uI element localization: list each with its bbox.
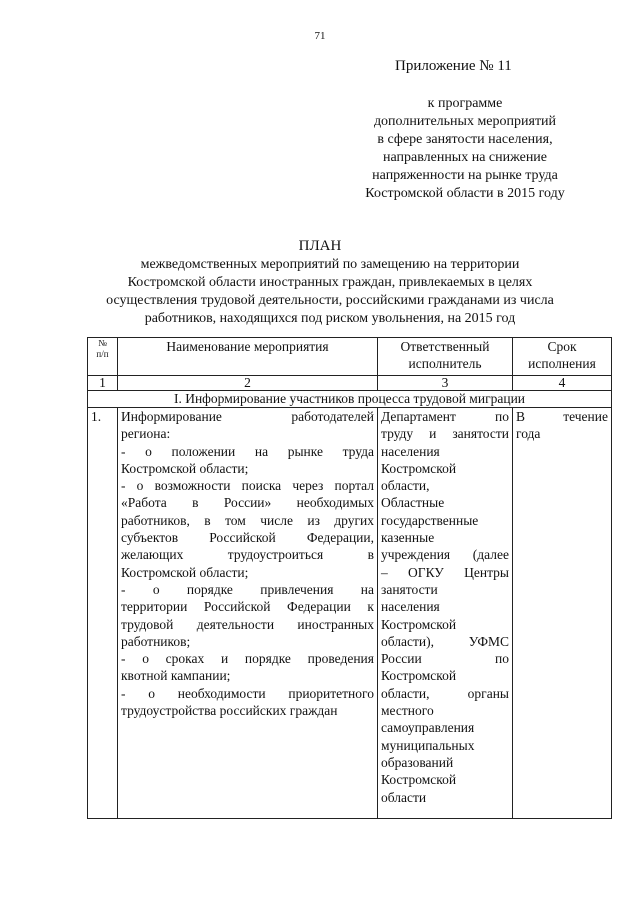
term-line: года [516,426,541,442]
header-responsible [378,338,513,376]
activity-line: Информирование работодателей [121,409,374,424]
program-reference-line: Костромской области в 2015 году [365,186,565,201]
activity-line: - о порядке привлечения на [121,581,374,597]
program-reference-line: к программе [427,96,503,111]
responsible-line: образований [381,754,454,770]
plan-subtitle-line: работников, находящихся под риском увольнения, на 2015 год [144,311,516,326]
responsible-line: области), УФМС [381,633,509,649]
responsible-line: местного [381,703,434,719]
column-index: 2 [118,376,378,391]
activity-line: - о необходимости приоритетного [121,685,374,701]
header-term [513,338,612,376]
plan-subtitle-line: межведомственных мероприятий по замещению на территории [140,257,520,272]
activity-line: региона: [121,426,171,442]
responsible-line: области [381,789,427,805]
appendix-title: Приложение № 11 [395,58,512,74]
program-reference-line: в сфере занятости населения, [377,132,553,147]
section-title: I. Информирование участников процесса трудовой миграции [88,391,612,408]
responsible-line: – ОГКУ Центры [381,564,509,580]
responsible-line: Областные [381,495,445,511]
activity-line: Костромской области; [121,564,249,580]
table-row [88,408,612,819]
plan-heading: ПЛАН [298,238,342,254]
program-reference [330,95,600,203]
activity-line: желающих трудоустроиться в [121,547,374,563]
column-index: 3 [378,376,513,391]
column-index-row [88,376,612,391]
term-line: В течение [516,409,608,424]
responsible-line: труду и занятости [381,426,509,442]
responsible-line: казенные [381,530,435,546]
plan-subtitle [70,256,590,328]
activity-line: субъектов Российской Федерации, [121,530,374,546]
activity-line: - о положении на рынке труда [121,443,374,459]
activity-line: трудовой деятельности иностранных [121,616,374,632]
responsible-line: занятости [381,581,438,597]
header-number [88,338,118,376]
responsible-line: Костромской [381,772,457,788]
responsible-line: области, [381,478,430,494]
activity-line: «Работа в России» необходимых [121,495,374,511]
activity-cell [118,408,378,819]
page-number: 71 [314,30,326,42]
column-index: 1 [88,376,118,391]
program-reference-line: дополнительных мероприятий [373,114,557,129]
activity-line: - о сроках и порядке проведения [121,651,374,667]
table-header-row [88,338,612,376]
program-reference-line: напряженности на рынке труда [372,168,558,183]
header-responsible-line: исполнитель [408,356,482,372]
activity-line: - о возможности поиска через портал [121,478,374,494]
header-responsible-line: Ответственный [400,339,490,354]
column-index: 4 [513,376,612,391]
activity-line: работников; [121,633,191,649]
section-row [88,391,612,408]
header-number-line: № [98,338,107,348]
responsible-line: Костромской [381,616,457,632]
responsible-line: населения [381,599,440,615]
activity-line: квотной кампании; [121,668,231,684]
responsible-line: муниципальных [381,737,475,753]
responsible-line: Костромской [381,668,457,684]
activity-line: территории Российской Федерации к [121,599,374,615]
row-number: 1. [88,408,118,819]
plan-table [87,337,612,819]
header-term-line: Срок [547,339,577,354]
header-activity-name [118,338,378,376]
program-reference-line: направленных на снижение [382,150,548,165]
activity-line: работников, в том числе из других [121,512,374,528]
plan-subtitle-line: осуществления трудовой деятельности, российскими гражданами из числа [106,293,554,308]
responsible-line: области, органы [381,685,509,701]
plan-subtitle-line: Костромской области иностранных граждан, привлекаемых в целях [127,275,533,290]
responsible-line: России по [381,651,509,667]
activity-line: трудоустройства российских граждан [121,703,338,719]
header-number-line: п/п [96,349,109,359]
responsible-line: населения [381,443,440,459]
responsible-line: Департамент по [381,409,509,424]
activity-line: Костромской области; [121,460,249,476]
header-term-line: исполнения [528,356,596,372]
responsible-line: учреждения (далее [381,547,509,563]
responsible-line: государственные [381,512,479,528]
responsible-line: Костромской [381,460,457,476]
term-cell [513,408,612,819]
responsible-line: самоуправления [381,720,475,736]
header-activity-name-text: Наименование мероприятия [166,339,329,354]
responsible-cell [378,408,513,819]
